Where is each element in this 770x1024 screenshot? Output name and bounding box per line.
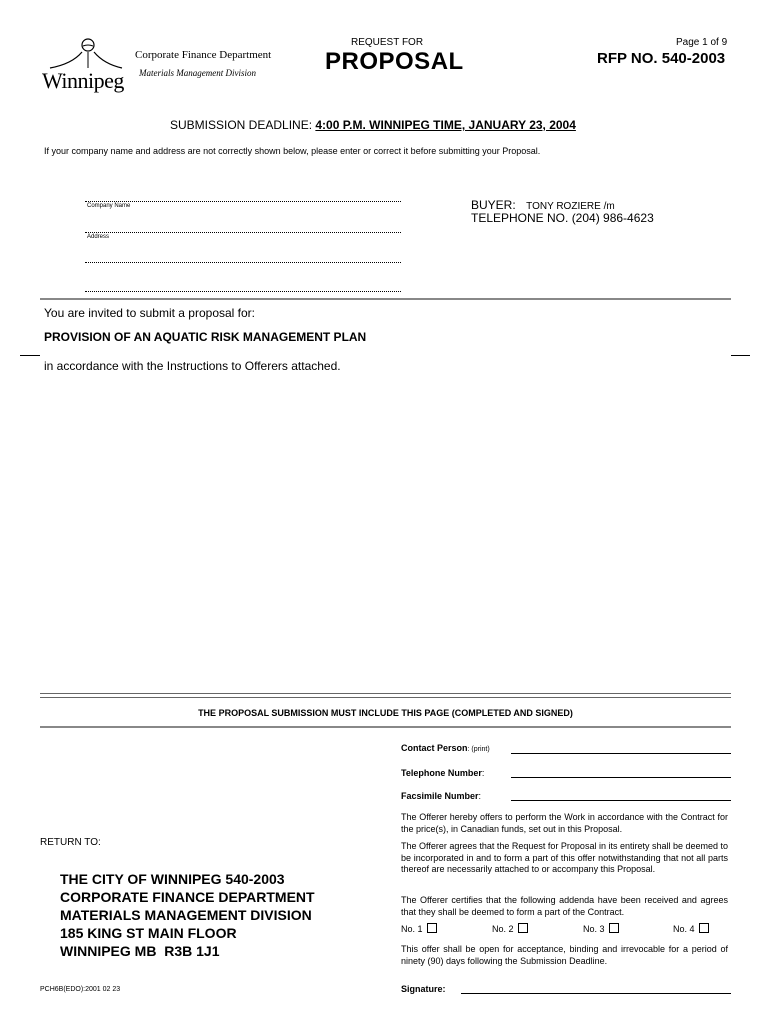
buyer-label: BUYER: — [471, 198, 516, 212]
logo-wordmark: Winnipeg — [42, 68, 124, 93]
return-to-label: RETURN TO: — [40, 837, 101, 848]
addendum-4-label: No. 4 — [673, 924, 695, 934]
fax-field[interactable] — [511, 800, 731, 801]
left-margin-mark — [20, 355, 40, 356]
addendum-3[interactable] — [583, 923, 619, 934]
offer-paragraph-1: The Offerer hereby offers to perform the Work in accordance with the Contract for the price(s), in Canadian funds, set out in this Proposal. — [401, 812, 728, 834]
buyer-name: TONY ROZIERE /m — [526, 201, 615, 212]
department-name: Corporate Finance Department — [135, 49, 272, 61]
return-line-3: MATERIALS MANAGEMENT DIVISION — [60, 907, 312, 923]
page-number: Page 1 of 9 — [676, 37, 728, 48]
project-title: PROVISION OF AN AQUATIC RISK MANAGEMENT PLAN — [44, 330, 367, 344]
deadline-value: 4:00 P.M. WINNIPEG TIME, JANUARY 23, 2004 — [315, 118, 576, 132]
addendum-1-label: No. 1 — [401, 924, 423, 934]
telephone-label-text: Telephone Number — [401, 768, 482, 778]
request-for-label: REQUEST FOR — [351, 37, 424, 48]
addendum-4[interactable] — [673, 923, 709, 934]
offer-paragraph-2: The Offerer agrees that the Request for Proposal in its entirety shall be deemed to be incorporated in and to form a part of this offer notwithstanding that not all parts thereof are necessarily attached to or accompany this Proposal. — [401, 841, 729, 874]
addendum-3-label: No. 3 — [583, 924, 605, 934]
buyer-telephone: TELEPHONE NO. (204) 986-4623 — [471, 211, 654, 225]
telephone-field[interactable] — [511, 777, 731, 778]
fax-colon: : — [478, 791, 482, 801]
addendum-3-checkbox[interactable] — [609, 923, 619, 933]
submission-note: THE PROPOSAL SUBMISSION MUST INCLUDE THIS PAGE (COMPLETED AND SIGNED) — [198, 708, 573, 718]
offer-paragraph-4: This offer shall be open for acceptance, binding and irrevocable for a period of ninety (90) days following the Submission Deadline. — [401, 944, 728, 966]
proposal-title: PROPOSAL — [325, 48, 464, 75]
address-line-3[interactable] — [85, 291, 401, 292]
company-name-label: Company Name — [87, 203, 131, 209]
addendum-1[interactable] — [401, 923, 437, 934]
offer-paragraph-3: The Offerer certifies that the following addenda have been received and agrees that they shall be deemed to form a part of the Contract. — [401, 895, 728, 917]
address-line-2[interactable] — [85, 262, 401, 263]
bottom-rule-mid — [40, 726, 731, 728]
section-divider — [40, 298, 731, 300]
fax-label — [401, 791, 481, 801]
address-line-1[interactable] — [85, 232, 401, 233]
instruction-text: If your company name and address are not correctly shown below, please enter or correct it before submitting your Proposal. — [44, 146, 541, 156]
deadline-label: SUBMISSION DEADLINE: — [170, 118, 313, 132]
return-line-4: 185 KING ST MAIN FLOOR — [60, 925, 237, 941]
contact-person-field[interactable] — [511, 753, 731, 754]
signature-label: Signature: — [401, 984, 446, 994]
rfp-number: RFP NO. 540-2003 — [597, 50, 726, 67]
addendum-2-checkbox[interactable] — [518, 923, 528, 933]
bottom-rule-top — [40, 693, 731, 698]
city-logo — [42, 36, 126, 96]
telephone-colon: : — [481, 768, 485, 778]
logo-emblem-icon — [42, 36, 126, 72]
signature-field[interactable] — [461, 993, 731, 994]
addendum-4-checkbox[interactable] — [699, 923, 709, 933]
addendum-2[interactable] — [492, 923, 528, 934]
accordance-text: in accordance with the Instructions to Offerers attached. — [44, 359, 341, 373]
contact-label-text: Contact Person — [401, 743, 468, 753]
return-line-5: WINNIPEG MB R3B 1J1 — [60, 943, 220, 959]
right-margin-mark — [731, 355, 750, 356]
return-address — [60, 870, 315, 960]
addendum-1-checkbox[interactable] — [427, 923, 437, 933]
fax-label-text: Facsimile Number — [401, 791, 479, 801]
return-line-1: THE CITY OF WINNIPEG 540-2003 — [60, 871, 285, 887]
division-name: Materials Management Division — [139, 68, 256, 78]
telephone-label — [401, 768, 484, 778]
address-label: Address — [87, 234, 110, 240]
addendum-2-label: No. 2 — [492, 924, 514, 934]
invite-text: You are invited to submit a proposal for: — [44, 306, 256, 320]
contact-print-text: : (print) — [467, 746, 490, 753]
form-code: PCH6B(EDO):2001 02 23 — [40, 986, 121, 993]
return-line-2: CORPORATE FINANCE DEPARTMENT — [60, 889, 315, 905]
contact-person-label — [401, 743, 490, 753]
submission-deadline — [170, 118, 576, 132]
company-name-line[interactable] — [85, 201, 401, 202]
